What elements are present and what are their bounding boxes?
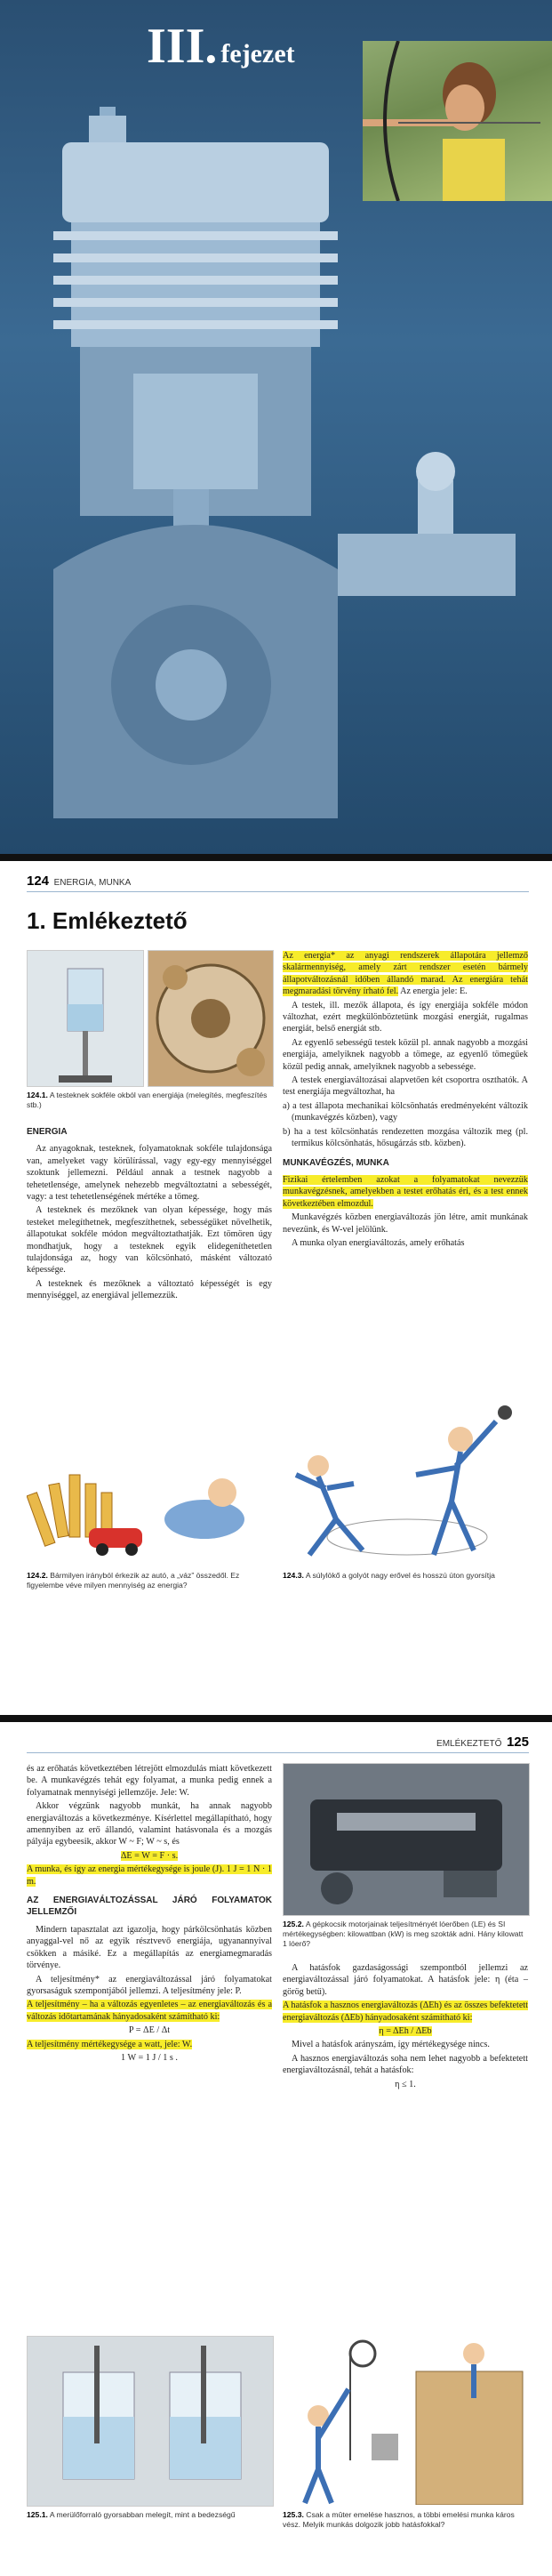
paragraph: A hasznos energiaváltozás soha nem lehet nagyobb a befektetett energiaváltozásnál, tehát a hatásfok:	[283, 2053, 528, 2076]
shot-put-illustration	[283, 1386, 528, 1564]
power-unit: A teljesítmény mértékegysége a watt, jele: W.	[27, 2039, 193, 2049]
work-definition	[283, 1174, 528, 1210]
chapter-cover-page	[0, 0, 552, 854]
page-separator	[0, 854, 552, 861]
figure-number: 124.3.	[283, 1571, 304, 1580]
running-header	[27, 873, 131, 889]
power-formula: P = ΔE / Δt	[128, 2025, 171, 2036]
header-rule	[27, 891, 529, 892]
list-item: a) a test állapota mechanikai kölcsönhatás eredményeként változik (munkavégzés közben), vagy	[283, 1100, 528, 1123]
figure-number: 124.1.	[27, 1091, 48, 1099]
paragraph: A testek energiaváltozásai alapvetően két csoportra oszthatók. A test energiája megváltozhat, ha	[283, 1075, 528, 1098]
highlighted-definition: Fizikai értelemben azokat a folyamatokat nevezzük munkavégzésnek, amelyekben a testet erőhatás éri, és a test ennek következtében elmozdul.	[283, 1174, 528, 1209]
running-head-text: EMLÉKEZTETŐ	[436, 1739, 502, 1749]
left-column	[27, 1119, 272, 1304]
subheading-energia: ENERGIA	[27, 1127, 68, 1137]
figure-number: 125.1.	[27, 2510, 48, 2519]
subheading-munka: MUNKAVÉGZÉS, MUNKA	[283, 1157, 389, 1168]
header-rule	[27, 1752, 529, 1753]
paragraph: Munkavégzés közben energiaváltozás jön létre, amit munkának nevezünk, és W-vel jelölünk.	[283, 1212, 528, 1235]
chapter-number: III.	[147, 19, 218, 74]
page-124	[0, 861, 552, 1715]
paragraph: A testeknek és mezőknek a változtató képességét is egy mennyiséggel, az energiával jellemezzük.	[27, 1278, 272, 1301]
figure-caption: 125.2. A gépkocsik motorjainak teljesítményét lóerőben (LE) és SI mértékegységben: kilowattban (kW) is meg szokták adni. Hány kilowatt 1 lóerő?	[283, 1920, 524, 1948]
domino-car-illustration	[27, 1386, 272, 1564]
figure-caption: 124.2. Bármilyen irányból érkezik az autó, a „váz” összedől. Ez figyelembe véve milyen mennyiség az energia?	[27, 1571, 240, 1590]
efficiency-definition: A hatásfok a hasznos energiaváltozás (ΔEh) és az összes befektetett energiaváltozás (ΔEb) hányadosaként számítható ki:	[283, 2000, 528, 2023]
figure-caption: 125.1. A merülőforraló gyorsabban melegít, mint a bedezségű	[27, 2510, 236, 2519]
right-column	[283, 1962, 528, 2092]
figure-number: 124.2.	[27, 1571, 48, 1580]
car-engine-photo	[283, 1763, 530, 1916]
paragraph: Akkor végzünk nagyobb munkát, ha annak nagyobb energiaváltozás a következménye. Kísérlettel megállapítható, hogy amennyiben az erő állandó, valamint hatásvonala és a mozgás pályája egybeesik, akkor W ~ F; W ~ s, és	[27, 1801, 272, 1847]
gears-photo	[148, 950, 274, 1087]
paragraph: Mindern tapasztalat azt igazolja, hogy párkölcsönhatás közben anyaggal-vel nő az egyik résztvevő energiája, ugyanannyival csökken a másiké. Ez a megállapítás az energiamegmaradás törvénye.	[27, 1924, 272, 1971]
paragraph: Az egyenlő sebességű testek közül pl. annak nagyobb a mozgási energiája, amelyiknek nagyobb a tömege, az egyenlő tömegűek közül pedig annak, amelyiknek nagyobb a sebessége.	[283, 1037, 528, 1072]
flask-photo	[27, 950, 144, 1087]
running-head-text: ENERGIA, MUNKA	[53, 878, 132, 888]
section-title: 1. Emlékeztető	[27, 907, 188, 934]
energy-definition: Az energia* az anyagi rendszerek állapotára jellemző skalármennyiség, amely zárt rendszer esetén bármely állapotváltozásnál időben állandó marad. Az energiára tehát megmaradási törvény írható fel. Az energia jele: E.	[283, 951, 528, 997]
list-item: b) ha a test kölcsönhatás rendezetten mozgása változik meg (pl. termikus kölcsönhatás, hősugárzás stb. közben).	[283, 1126, 528, 1149]
figure-number: 125.2.	[283, 1920, 304, 1928]
page-number: 124	[27, 873, 50, 889]
watt-formula: 1 W = 1 J / 1 s .	[121, 2052, 178, 2063]
paragraph: és az erőhatás következtében létrejött elmozdulás miatt következett be. A munkavégzés tehát egy folyamat, a munka pedig ennek a folyamatnak mennyiségi jellemzője. Jele: W.	[27, 1764, 272, 1798]
paragraph: A testeknek és mezőknek van olyan képessége, hogy más testeket melegíthetnek, megfeszíthetnek, sebességüket növelhetik, állapotukat sokféle módon megváltoztathatják. Ezt tömören úgy mondhatjuk, hogy a testeknek egyik elidegeníthetetlen tulajdonsága az, hogy van kölcsönható, másként változató képessége.	[27, 1205, 272, 1276]
left-column	[27, 1763, 272, 2065]
beakers-photo	[27, 2336, 274, 2507]
pulley-illustration	[283, 2336, 528, 2505]
unit-statement: A munka, és így az energia mértékegysége is joule (J). 1 J = 1 N · 1 m.	[27, 1864, 272, 1887]
right-column	[283, 950, 528, 1251]
figure-number: 125.3.	[283, 2510, 304, 2519]
page-125	[0, 1722, 552, 2576]
highlighted-definition: Az energia* az anyagi rendszerek állapotára jellemző skalármennyiség, amely zárt rendszer esetén bármely állapotváltozásnál időben állandó marad. Az energiára tehát megmaradási törvény írható fel.	[283, 951, 528, 997]
figure-caption: 125.3. Csak a mûter emelése hasznos, a többi emelési munka káros vész. Melyik munkás dolgozik jobb hatásfokkal?	[283, 2510, 515, 2529]
efficiency-formula: η = ΔEh / ΔEb	[379, 2026, 432, 2037]
paragraph: A hatásfok gazdaságossági szempontból jellemzi az energiaváltozással járó folyamatokat. A hatásfok jele: η (éta – görög betű).	[283, 1963, 528, 1997]
figure-caption: 124.3. A súlylökő a golyót nagy erővel és hosszú úton gyorsítja	[283, 1571, 495, 1580]
figure-caption: 124.1. A testeknek sokféle okból van energiája (melegítés, megfeszítés stb.)	[27, 1091, 268, 1109]
subheading-rate: AZ ENERGIAVÁLTOZÁSSAL JÁRÓ FOLYAMATOK JELLEMZŐI	[27, 1896, 272, 1918]
efficiency-limit: η ≤ 1.	[395, 2079, 416, 2089]
running-header	[436, 1735, 529, 1750]
chapter-heading	[147, 18, 295, 75]
power-definition: A teljesítmény – ha a változás egyenletes – az energiaváltozás és a változás időtartamának hányadosaként számítható ki:	[27, 2000, 272, 2022]
work-formula: ΔE = W = F · s.	[120, 1850, 179, 1861]
paragraph: A teljesítmény* az energiaváltozással járó folyamatokat gyorsaságuk szempontjából jellemzi. A teljesítmény jele: P.	[27, 1974, 272, 1996]
page-separator	[0, 1715, 552, 1722]
chapter-word: fejezet	[220, 39, 295, 68]
paragraph: Az anyagoknak, testeknek, folyamatoknak sokféle tulajdonsága van, amelyeket vagy körülírással, vagy egy-egy mennyiséggel szoktunk jellemezni. Például annak a testnek nagyobb a tehetetlensége, amelynek nehezebb megváltoztatni a sebességét, vagy: a test tehetetlenségének mértéke a tömeg.	[27, 1144, 272, 1203]
engine-illustration	[0, 107, 552, 854]
page-number: 125	[506, 1735, 529, 1750]
paragraph: Mivel a hatásfok arányszám, így mértékegysége nincs.	[292, 2040, 490, 2050]
paragraph: A munka olyan energiaváltozás, amely erőhatás	[292, 1237, 465, 1248]
paragraph: A testek, ill. mezők állapota, és így energiája sokféle módon változhat, ezért megkülönböztetünk mozgási energiát, rugalmas energiát, belső energiát stb.	[283, 1000, 528, 1034]
